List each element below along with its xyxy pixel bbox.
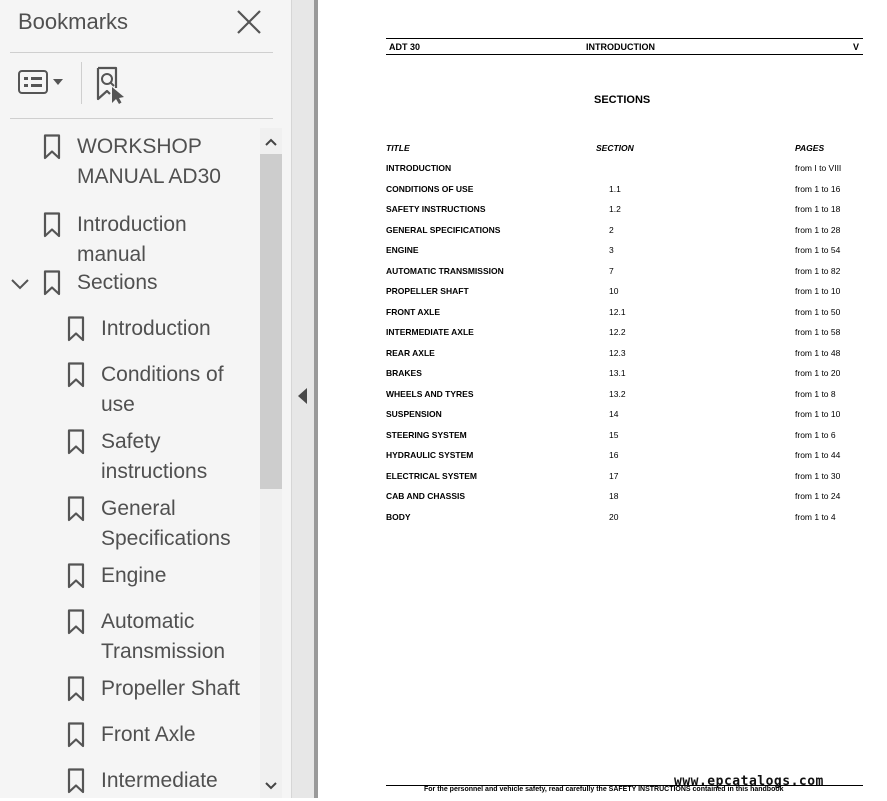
row-title: FRONT AXLE [386, 306, 440, 317]
row-section: 18 [609, 491, 619, 501]
row-title: WHEELS AND TYRES [386, 388, 474, 399]
row-pages: from 1 to 54 [795, 245, 841, 255]
header-page-number: V [853, 42, 860, 52]
bookmarks-scrollbar[interactable] [260, 128, 282, 798]
bookmark-icon [67, 496, 85, 522]
page-title: SECTIONS [594, 94, 651, 106]
bookmark-icon [67, 676, 85, 702]
bookmark-label-line: Transmission [101, 640, 226, 663]
row-pages: from 1 to 48 [795, 347, 841, 358]
bookmark-label [101, 427, 207, 487]
bookmark-item-safety-instructions[interactable] [0, 427, 258, 493]
bookmark-label [101, 720, 196, 750]
bookmark-icon [43, 212, 61, 238]
bookmark-label-line: instructions [101, 460, 208, 483]
scrollbar-thumb[interactable] [260, 154, 282, 489]
bookmark-label-line: Front Axle [101, 723, 196, 746]
row-pages: from 1 to 82 [795, 265, 841, 276]
row-pages: from 1 to 6 [795, 429, 836, 440]
row-title: INTRODUCTION [386, 163, 452, 173]
close-icon[interactable] [233, 6, 265, 38]
header-center: INTRODUCTION [586, 42, 655, 52]
bookmark-icon [43, 134, 61, 160]
table-row [318, 368, 887, 382]
row-section: 16 [609, 450, 619, 460]
column-header-title: TITLE [386, 143, 410, 153]
row-section: 12.1 [609, 306, 626, 317]
bookmark-label-line: WORKSHOP [77, 135, 202, 158]
table-row [318, 225, 887, 239]
bookmark-item-intermediate[interactable] [0, 766, 258, 798]
table-row [318, 348, 887, 362]
scroll-up-icon[interactable] [260, 132, 282, 154]
bookmark-label [101, 494, 231, 554]
bookmark-item-sections[interactable] [0, 268, 258, 304]
row-pages: from 1 to 4 [795, 511, 836, 522]
row-pages: from 1 to 30 [795, 470, 841, 481]
panel-splitter[interactable] [292, 0, 314, 798]
row-section: 1.2 [609, 204, 621, 214]
row-section: 14 [609, 409, 619, 419]
row-title: SUSPENSION [386, 409, 442, 419]
row-pages: from 1 to 18 [795, 204, 841, 214]
bookmark-icon [67, 563, 85, 589]
bookmark-label-line: Specifications [101, 527, 231, 550]
bookmark-icon [67, 362, 85, 388]
bookmark-label [101, 766, 218, 796]
row-title: CONDITIONS OF USE [386, 183, 474, 194]
row-pages: from 1 to 16 [795, 183, 841, 194]
row-title: GENERAL SPECIFICATIONS [386, 224, 501, 235]
header-bottom-rule [386, 54, 863, 55]
bookmark-label-line: Conditions of [101, 363, 224, 386]
row-pages: from 1 to 44 [795, 450, 841, 460]
table-row [318, 430, 887, 444]
bookmark-label-line: use [101, 393, 135, 416]
table-row [318, 266, 887, 280]
scroll-down-icon[interactable] [260, 774, 282, 796]
bookmark-item-workshop-manual-ad30[interactable] [0, 132, 258, 198]
bookmark-item-conditions-of-use[interactable] [0, 360, 258, 426]
row-section: 3 [609, 245, 614, 255]
row-title: INTERMEDIATE AXLE [386, 327, 474, 337]
bookmark-item-front-axle[interactable] [0, 720, 258, 756]
bookmark-label-line: Intermediate [101, 769, 218, 792]
bookmark-item-introduction-manual[interactable] [0, 210, 258, 276]
bookmark-options-icon[interactable] [16, 68, 68, 98]
row-section: 15 [609, 429, 619, 440]
bookmarks-header [0, 0, 292, 44]
row-pages: from 1 to 24 [795, 491, 841, 501]
bookmark-label [77, 132, 221, 192]
row-section: 13.2 [609, 388, 626, 399]
bookmark-item-automatic-transmission[interactable] [0, 607, 258, 673]
bookmark-item-introduction[interactable] [0, 314, 258, 350]
collapse-panel-icon[interactable] [295, 385, 311, 407]
row-pages: from 1 to 8 [795, 388, 836, 399]
document-view[interactable] [314, 0, 887, 798]
bookmark-label [77, 268, 158, 298]
row-pages: from I to VIII [795, 163, 842, 173]
table-row [318, 409, 887, 423]
bookmark-icon [67, 429, 85, 455]
bookmark-label [101, 561, 166, 591]
bookmark-label-line: General [101, 497, 176, 520]
bookmark-label-line: Introduction [77, 213, 187, 236]
bookmark-label-line: Safety [101, 430, 161, 453]
bookmarks-toolbar [0, 54, 292, 116]
header-divider [10, 52, 273, 53]
bookmark-label-line: Sections [77, 271, 158, 294]
table-row [318, 286, 887, 300]
bookmark-label [101, 360, 224, 420]
bookmark-icon [67, 768, 85, 794]
row-pages: from 1 to 58 [795, 327, 841, 337]
bookmark-label [77, 210, 187, 270]
toolbar-divider [81, 62, 82, 104]
row-section: 10 [609, 286, 619, 296]
bookmark-item-propeller-shaft[interactable] [0, 674, 258, 710]
row-title: ENGINE [386, 245, 419, 255]
row-title: BRAKES [386, 368, 422, 378]
table-row [318, 327, 887, 341]
row-title: AUTOMATIC TRANSMISSION [386, 265, 504, 276]
row-title: REAR AXLE [386, 347, 435, 358]
bookmark-label-line: Engine [101, 564, 167, 587]
row-title: SAFETY INSTRUCTIONS [386, 204, 486, 214]
bookmark-icon [67, 722, 85, 748]
column-header-pages: PAGES [795, 143, 825, 153]
row-section: 12.2 [609, 327, 626, 337]
row-title: STEERING SYSTEM [386, 429, 467, 440]
row-pages: from 1 to 20 [795, 368, 841, 378]
table-row [318, 471, 887, 485]
bookmark-icon [67, 609, 85, 635]
bookmarks-title: Bookmarks [18, 9, 129, 34]
row-title: BODY [386, 511, 411, 522]
column-header-section: SECTION [596, 143, 634, 153]
header-left: ADT 30 [389, 42, 421, 52]
bookmark-label [101, 607, 225, 667]
row-section: 20 [609, 511, 619, 522]
footer-note: For the personnel and vehicle safety, read carefully the SAFETY INSTRUCTIONS contained in this handbook [424, 786, 784, 793]
row-section: 13.1 [609, 368, 626, 378]
bookmark-label-line: manual [77, 243, 146, 266]
chevron-down-icon[interactable] [10, 277, 30, 291]
table-row [318, 163, 887, 177]
row-pages: from 1 to 50 [795, 306, 841, 317]
bookmark-item-engine[interactable] [0, 561, 258, 597]
bookmark-item-general-specifications[interactable] [0, 494, 258, 560]
table-row [318, 512, 887, 526]
row-pages: from 1 to 10 [795, 286, 841, 296]
find-current-bookmark-icon[interactable] [93, 66, 129, 104]
bookmark-label [101, 314, 211, 344]
row-section: 12.3 [609, 347, 626, 358]
bookmark-label-line: MANUAL AD30 [77, 165, 221, 188]
table-row [318, 184, 887, 198]
row-pages: from 1 to 28 [795, 224, 841, 235]
bookmark-icon [67, 316, 85, 342]
table-row [318, 245, 887, 259]
row-pages: from 1 to 10 [795, 409, 841, 419]
table-row [318, 450, 887, 464]
row-section: 7 [609, 265, 614, 276]
table-row [318, 307, 887, 321]
row-title: HYDRAULIC SYSTEM [386, 450, 474, 460]
row-section: 1.1 [609, 183, 621, 194]
header-top-rule [386, 38, 863, 39]
bookmark-label-line: Automatic [101, 610, 195, 633]
bookmark-label-line: Introduction [101, 317, 211, 340]
bookmark-tree [0, 128, 258, 798]
row-title: CAB AND CHASSIS [386, 491, 466, 501]
table-row [318, 204, 887, 218]
row-title: PROPELLER SHAFT [386, 286, 469, 296]
row-section: 2 [609, 224, 614, 235]
bookmark-icon [43, 270, 61, 296]
table-row [318, 389, 887, 403]
row-section: 17 [609, 470, 619, 481]
document-page [318, 0, 887, 798]
table-row [318, 491, 887, 505]
toolbar-bottom-divider [10, 118, 273, 119]
bookmark-label-line: Propeller Shaft [101, 677, 240, 700]
watermark: www.epcatalogs.com [674, 774, 824, 789]
row-title: ELECTRICAL SYSTEM [386, 470, 477, 481]
bookmark-label [101, 674, 240, 704]
bookmarks-panel [0, 0, 292, 798]
